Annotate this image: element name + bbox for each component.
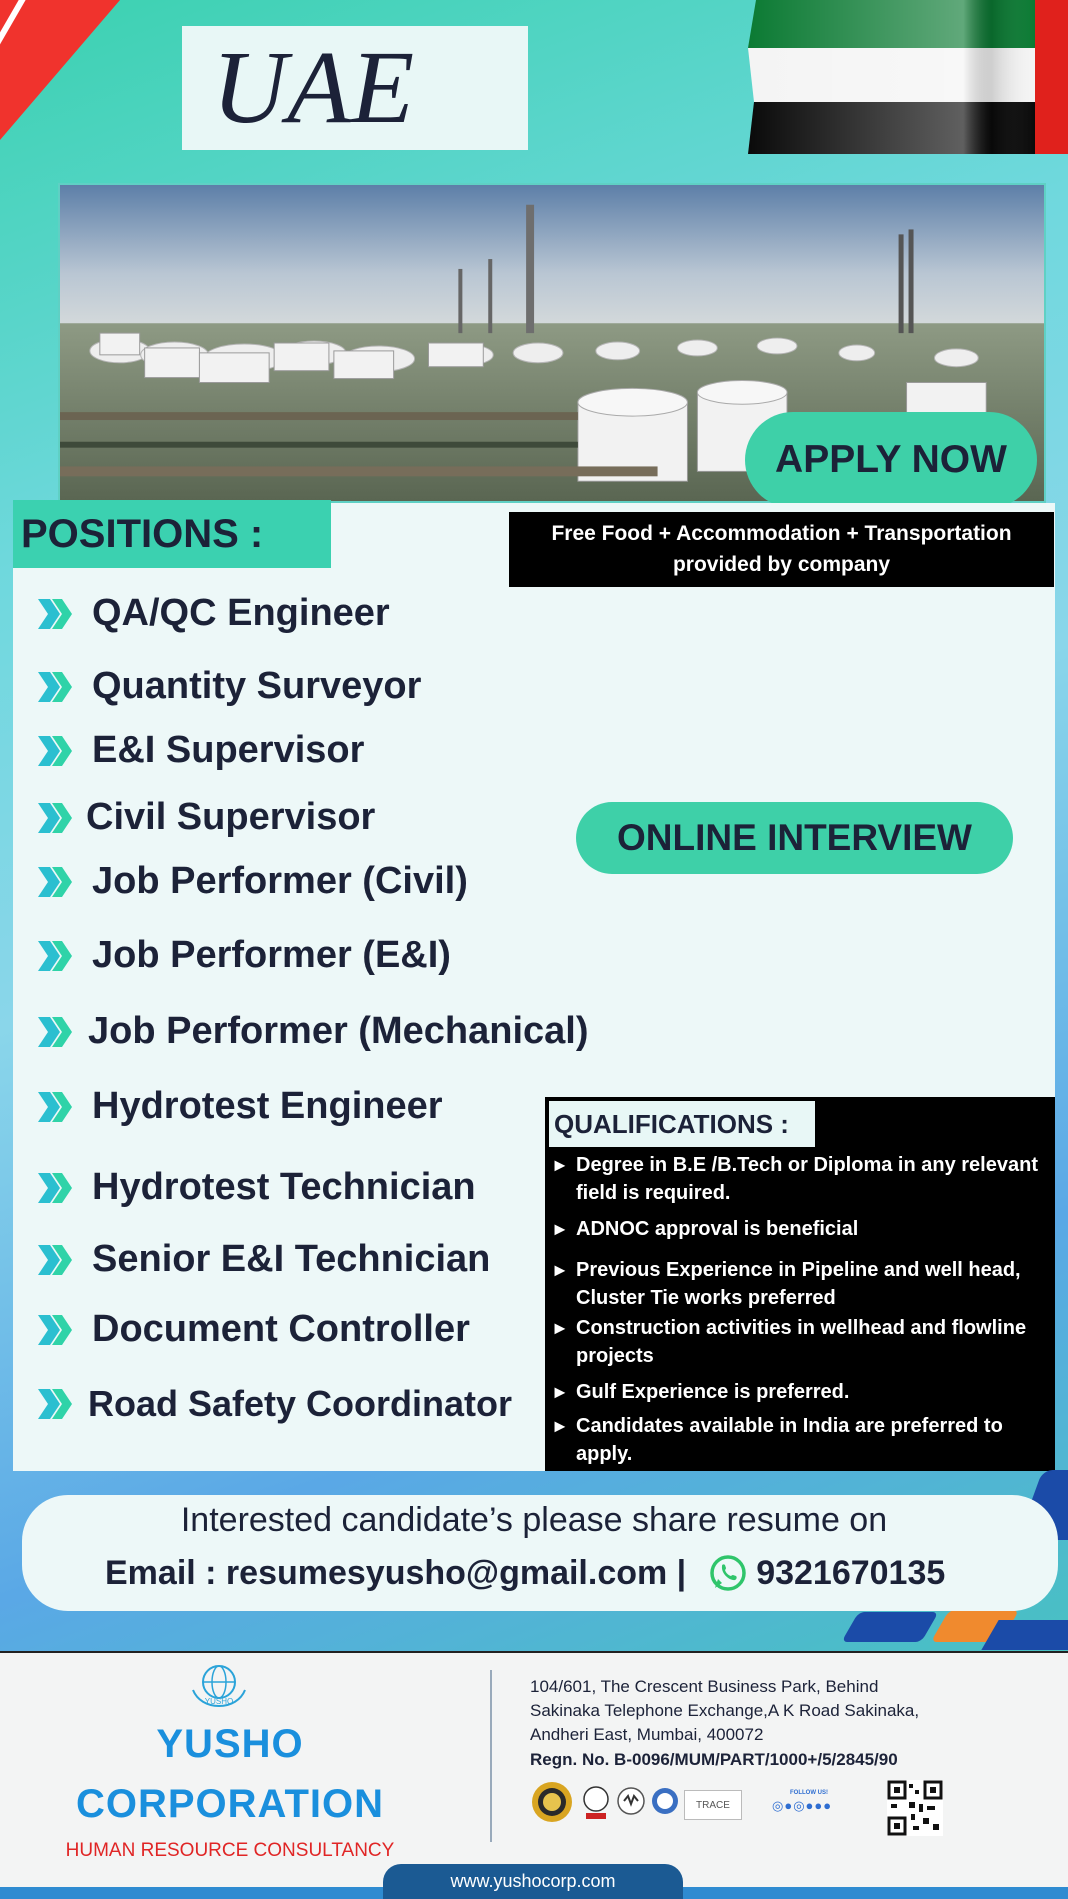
qualification-text: Degree in B.E /B.Tech or Diploma in any relevant field is required.	[576, 1154, 1038, 1204]
footer-divider	[490, 1670, 492, 1842]
iso-badge-icon	[650, 1779, 680, 1825]
trace-badge: TRACE	[684, 1790, 742, 1820]
social-icons	[772, 1798, 832, 1814]
address-line: 104/601, The Crescent Business Park, Behind	[530, 1677, 879, 1696]
uae-flag-image	[748, 0, 1068, 154]
position-label: Quantity Surveyor	[92, 665, 422, 707]
position-label: Civil Supervisor	[86, 796, 376, 838]
twitter-icon[interactable]: ●	[805, 1798, 815, 1813]
position-item	[36, 665, 421, 708]
position-item	[36, 796, 375, 839]
benefits-line-2: provided by company	[672, 552, 891, 576]
chevron-right-icon	[36, 1090, 76, 1124]
triangle-right-icon: ►	[551, 1318, 569, 1338]
qualification-text: Previous Experience in Pipeline and well head, Cluster Tie works preferred	[576, 1259, 1021, 1309]
position-item	[36, 934, 451, 977]
logo-caption: YUSHO	[204, 1697, 234, 1706]
address-line: Sakinaka Telephone Exchange,A K Road Sakinaka,	[530, 1701, 920, 1720]
linkedin-icon[interactable]: ●	[814, 1798, 824, 1813]
positions-heading: POSITIONS :	[13, 500, 331, 568]
position-item	[36, 1010, 588, 1053]
corner-decoration	[0, 0, 120, 140]
triangle-right-icon: ►	[551, 1219, 569, 1239]
chevron-right-icon	[36, 939, 76, 973]
address-line: Andheri East, Mumbai, 400072	[530, 1725, 764, 1744]
triangle-right-icon: ►	[551, 1155, 569, 1175]
position-label: Document Controller	[92, 1308, 470, 1350]
position-label: Job Performer (Mechanical)	[88, 1010, 589, 1052]
instagram-icon[interactable]: ◎	[793, 1798, 806, 1813]
position-label: Hydrotest Technician	[92, 1166, 476, 1208]
chevron-right-icon	[36, 734, 76, 768]
award-medal-icon	[530, 1779, 574, 1825]
triangle-right-icon: ►	[551, 1416, 569, 1436]
title-box	[182, 26, 528, 150]
facebook-icon[interactable]: ●	[784, 1798, 794, 1813]
position-label: Road Safety Coordinator	[88, 1383, 513, 1424]
qualification-text: Candidates available in India are preferred to apply.	[576, 1415, 1003, 1465]
position-item	[36, 1308, 470, 1351]
registration-number: Regn. No. B-0096/MUM/PART/1000+/5/2845/90	[530, 1750, 898, 1769]
chevron-right-icon	[36, 670, 76, 704]
position-label: Hydrotest Engineer	[92, 1085, 443, 1127]
qr-code-icon[interactable]	[887, 1780, 943, 1836]
youtube-icon[interactable]: ●	[823, 1798, 833, 1813]
position-item	[36, 1238, 490, 1281]
contact-phone[interactable]: 9321670135	[756, 1553, 946, 1592]
position-item	[36, 1383, 512, 1425]
page-title: UAE	[212, 30, 415, 145]
contact-email[interactable]: Email : resumesyusho@gmail.com |	[105, 1553, 687, 1592]
chevron-right-icon	[36, 1015, 76, 1049]
qualifications-heading: QUALIFICATIONS :	[549, 1101, 815, 1147]
online-interview-badge: ONLINE INTERVIEW	[576, 802, 1013, 874]
position-label: Job Performer (E&I)	[92, 934, 451, 976]
qualification-text: Gulf Experience is preferred.	[576, 1381, 850, 1403]
qualification-item	[551, 1314, 1051, 1370]
position-label: Job Performer (Civil)	[92, 860, 468, 902]
qualification-text: ADNOC approval is beneficial	[576, 1218, 859, 1240]
triangle-right-icon: ►	[551, 1382, 569, 1402]
benefits-banner	[509, 512, 1054, 587]
position-item	[36, 1085, 443, 1128]
position-item	[36, 592, 390, 635]
certification-seal-icon	[582, 1779, 610, 1825]
chevron-right-icon	[36, 1171, 76, 1205]
position-label: QA/QC Engineer	[92, 592, 390, 634]
whatsapp-icon	[708, 1553, 748, 1593]
qualification-item	[551, 1151, 1051, 1207]
decor-shape	[841, 1612, 938, 1642]
position-label: E&I Supervisor	[92, 729, 365, 771]
chevron-right-icon	[36, 597, 76, 631]
qualification-item	[551, 1378, 1051, 1406]
qualification-item	[551, 1215, 1051, 1243]
qualification-item	[551, 1412, 1051, 1468]
triangle-right-icon: ►	[551, 1260, 569, 1280]
website-link[interactable]: www.yushocorp.com	[383, 1864, 683, 1899]
contact-instruction: Interested candidate’s please share resume on	[180, 1501, 888, 1539]
benefits-line-1: Free Food + Accommodation + Transportation	[551, 522, 1012, 546]
qualification-text: Construction activities in wellhead and flowline projects	[576, 1317, 1027, 1367]
chevron-right-icon	[36, 1313, 76, 1347]
brand-name-line-1: YUSHO	[156, 1722, 304, 1766]
chevron-right-icon	[36, 1243, 76, 1277]
instagram-icon[interactable]: ◎	[772, 1798, 785, 1813]
follow-us-label: FOLLOW US!	[790, 1790, 828, 1796]
brand-tagline: HUMAN RESOURCE CONSULTANCY	[65, 1840, 395, 1861]
position-item	[36, 729, 364, 772]
chevron-right-icon	[36, 801, 76, 835]
apply-now-button[interactable]: APPLY NOW	[745, 412, 1037, 508]
brand-name-line-2: CORPORATION	[75, 1782, 385, 1826]
contact-details	[105, 1553, 945, 1593]
membership-badge-icon	[616, 1779, 646, 1825]
chevron-right-icon	[36, 1387, 76, 1421]
position-label: Senior E&I Technician	[92, 1238, 491, 1280]
position-item	[36, 860, 468, 903]
qualification-item	[551, 1256, 1051, 1312]
position-item	[36, 1166, 476, 1209]
chevron-right-icon	[36, 865, 76, 899]
